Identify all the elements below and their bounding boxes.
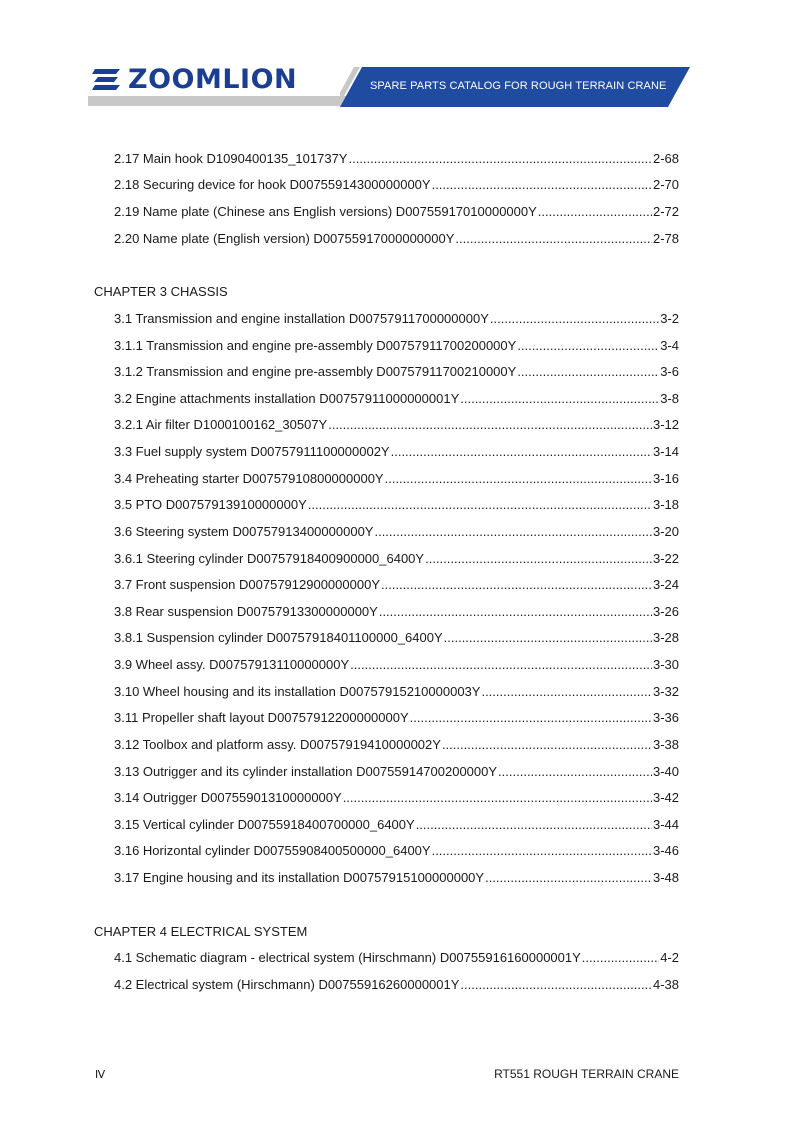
toc-leader-dots xyxy=(517,364,659,380)
toc-leader-dots xyxy=(444,630,652,646)
toc-entry[interactable] xyxy=(114,764,679,780)
toc-leader-dots xyxy=(381,577,652,593)
toc-leader-dots xyxy=(485,870,652,886)
toc-entry-title: 3.6.1 Steering cylinder D00757918400900000_6400Y xyxy=(114,550,425,566)
toc-entry-page: 3-32 xyxy=(652,683,679,699)
toc-entry[interactable] xyxy=(114,684,679,700)
page-number: Ⅳ xyxy=(95,1069,106,1081)
toc-entry[interactable] xyxy=(114,630,679,646)
toc-entry-page: 3-26 xyxy=(652,603,679,619)
catalog-title: SPARE PARTS CATALOG FOR ROUGH TERRAIN CRANE xyxy=(370,80,667,92)
header-grey-bar xyxy=(88,96,368,106)
toc-entry-title: 2.17 Main hook D1090400135_101737Y xyxy=(114,151,348,166)
toc-entry-page: 3-20 xyxy=(652,523,679,539)
toc-entry[interactable] xyxy=(114,391,679,407)
toc-entry-title: 3.10 Wheel housing and its installation D00757915210000003Y xyxy=(114,683,481,699)
toc-leader-dots xyxy=(425,551,652,567)
toc-entry-title: 3.13 Outrigger and its cylinder installation D00755914700200000Y xyxy=(114,763,498,779)
chapter-3-heading: CHAPTER 3 CHASSIS xyxy=(94,284,228,299)
toc-entry-title: 2.18 Securing device for hook D00755914300000000Y xyxy=(114,177,431,192)
footer-model: RT551 ROUGH TERRAIN CRANE xyxy=(494,1067,679,1081)
toc-leader-dots xyxy=(460,977,652,993)
toc-leader-dots xyxy=(374,524,652,540)
toc-entry-title: 3.3 Fuel supply system D00757911100000002Y xyxy=(114,444,390,460)
toc-entry-page: 3-40 xyxy=(652,763,679,779)
toc-entry-title: 3.1.2 Transmission and engine pre-assembly D00757911700210000Y xyxy=(114,364,517,380)
brand-logo xyxy=(92,66,297,94)
page-header xyxy=(0,0,793,120)
toc-leader-dots xyxy=(490,311,659,327)
toc-entry-page: 4-2 xyxy=(660,950,679,965)
toc-entry[interactable] xyxy=(114,737,679,753)
toc-leader-dots xyxy=(410,710,652,726)
toc-entry-title: 3.15 Vertical cylinder D00755918400700000_6400Y xyxy=(114,816,415,832)
toc-leader-dots xyxy=(481,684,652,700)
toc-entry-page: 3-16 xyxy=(652,470,679,486)
toc-entry[interactable] xyxy=(114,977,679,993)
toc-entry-title: 2.20 Name plate (English version) D00755917000000000Y xyxy=(114,231,455,246)
toc-entry-page: 3-4 xyxy=(660,337,679,353)
toc-leader-dots xyxy=(391,444,652,460)
toc-leader-dots xyxy=(348,151,651,167)
toc-entry-page: 3-36 xyxy=(652,710,679,726)
toc-leader-dots xyxy=(442,737,652,753)
toc-entry[interactable] xyxy=(114,177,679,193)
toc-leader-dots xyxy=(308,497,652,513)
toc-entry[interactable] xyxy=(114,497,679,513)
toc-entry[interactable] xyxy=(114,577,679,593)
toc-entry-title: 2.19 Name plate (Chinese ans English versions) D00755917010000000Y xyxy=(114,204,537,219)
toc-entry-page: 3-6 xyxy=(660,364,679,380)
toc-leader-dots xyxy=(416,817,652,833)
toc-entry[interactable] xyxy=(114,790,679,806)
toc-entry[interactable] xyxy=(114,657,679,673)
toc-entry[interactable] xyxy=(114,338,679,354)
toc-leader-dots xyxy=(350,657,652,673)
toc-entry[interactable] xyxy=(114,950,679,966)
toc-entry-page: 3-14 xyxy=(652,444,679,460)
toc-entry[interactable] xyxy=(114,151,679,167)
toc-leader-dots xyxy=(379,604,652,620)
toc-entry[interactable] xyxy=(114,524,679,540)
toc-leader-dots xyxy=(498,764,652,780)
toc-leader-dots xyxy=(385,471,652,487)
toc-entry-title: 3.4 Preheating starter D00757910800000000Y xyxy=(114,470,384,486)
toc-entry-title: 3.5 PTO D00757913910000000Y xyxy=(114,497,307,513)
toc-entry[interactable] xyxy=(114,710,679,726)
toc-entry[interactable] xyxy=(114,444,679,460)
toc-entry-title: 3.12 Toolbox and platform assy. D00757919410000002Y xyxy=(114,736,441,752)
toc-leader-dots xyxy=(432,843,652,859)
toc-leader-dots xyxy=(455,231,652,247)
toc-entry[interactable] xyxy=(114,604,679,620)
toc-entry-page: 3-42 xyxy=(652,790,679,806)
toc-entry-page: 3-12 xyxy=(652,417,679,433)
toc-entry-page: 3-44 xyxy=(652,816,679,832)
toc-entry-title: 3.2 Engine attachments installation D00757911000000001Y xyxy=(114,390,460,406)
toc-entry-title: 4.1 Schematic diagram - electrical system (Hirschmann) D00755916160000001Y xyxy=(114,950,581,965)
toc-entry-page: 2-78 xyxy=(652,231,679,246)
toc-entry[interactable] xyxy=(114,417,679,433)
toc-leader-dots xyxy=(432,177,652,193)
toc-entry-page: 4-38 xyxy=(652,977,679,992)
toc-entry-page: 3-2 xyxy=(660,311,679,326)
toc-entry[interactable] xyxy=(114,471,679,487)
toc-entry[interactable] xyxy=(114,231,679,247)
toc-entry-title: 3.9 Wheel assy. D00757913110000000Y xyxy=(114,657,350,673)
toc-entry[interactable] xyxy=(114,551,679,567)
toc-entry-page: 3-22 xyxy=(652,550,679,566)
toc-leader-dots xyxy=(460,391,659,407)
toc-entry-title: 3.8 Rear suspension D00757913300000000Y xyxy=(114,603,378,619)
toc-entry-title: 3.2.1 Air filter D1000100162_30507Y xyxy=(114,417,328,433)
toc-entry-title: 3.1.1 Transmission and engine pre-assembly D00757911700200000Y xyxy=(114,337,517,353)
toc-entry-title: 3.17 Engine housing and its installation D00757915100000000Y xyxy=(114,870,485,886)
toc-entry-page: 3-24 xyxy=(652,577,679,593)
toc-entry-title: 3.7 Front suspension D00757912900000000Y xyxy=(114,577,380,593)
toc-entry-page: 2-72 xyxy=(652,204,679,219)
toc-entry[interactable] xyxy=(114,364,679,380)
toc-entry-title: 3.16 Horizontal cylinder D00755908400500000_6400Y xyxy=(114,843,431,859)
toc-entry-page: 2-68 xyxy=(652,151,679,166)
chapter-4-heading: CHAPTER 4 ELECTRICAL SYSTEM xyxy=(94,924,308,939)
toc-entry-page: 3-28 xyxy=(652,630,679,646)
toc-leader-dots xyxy=(343,790,652,806)
toc-leader-dots xyxy=(582,950,659,966)
toc-entry-title: 3.8.1 Suspension cylinder D00757918401100000_6400Y xyxy=(114,630,443,646)
toc-entry[interactable] xyxy=(114,843,679,859)
zoomlion-logo-icon xyxy=(92,67,122,93)
toc-entry-title: 3.6 Steering system D00757913400000000Y xyxy=(114,523,374,539)
toc-entry[interactable] xyxy=(114,870,679,886)
toc-entry-title: 3.11 Propeller shaft layout D00757912200000000Y xyxy=(114,710,409,726)
toc-entry-title: 3.14 Outrigger D00755901310000000Y xyxy=(114,790,342,806)
toc-entry-page: 3-46 xyxy=(652,843,679,859)
brand-name: ZOOMLION xyxy=(128,64,298,95)
toc-leader-dots xyxy=(538,204,652,220)
toc-entry[interactable] xyxy=(114,817,679,833)
toc-entry-page: 2-70 xyxy=(652,177,679,192)
toc-entry-page: 3-8 xyxy=(660,390,679,406)
toc-entry-page: 3-30 xyxy=(652,657,679,673)
toc-entry-page: 3-18 xyxy=(652,497,679,513)
toc-entry-title: 4.2 Electrical system (Hirschmann) D00755916260000001Y xyxy=(114,977,460,992)
toc-entry[interactable] xyxy=(114,204,679,220)
toc-entry-page: 3-48 xyxy=(652,870,679,886)
toc-entry[interactable] xyxy=(114,311,679,327)
toc-leader-dots xyxy=(517,338,659,354)
toc-entry-title: 3.1 Transmission and engine installation D00757911700000000Y xyxy=(114,311,489,326)
toc-leader-dots xyxy=(328,417,652,433)
toc-entry-page: 3-38 xyxy=(652,736,679,752)
